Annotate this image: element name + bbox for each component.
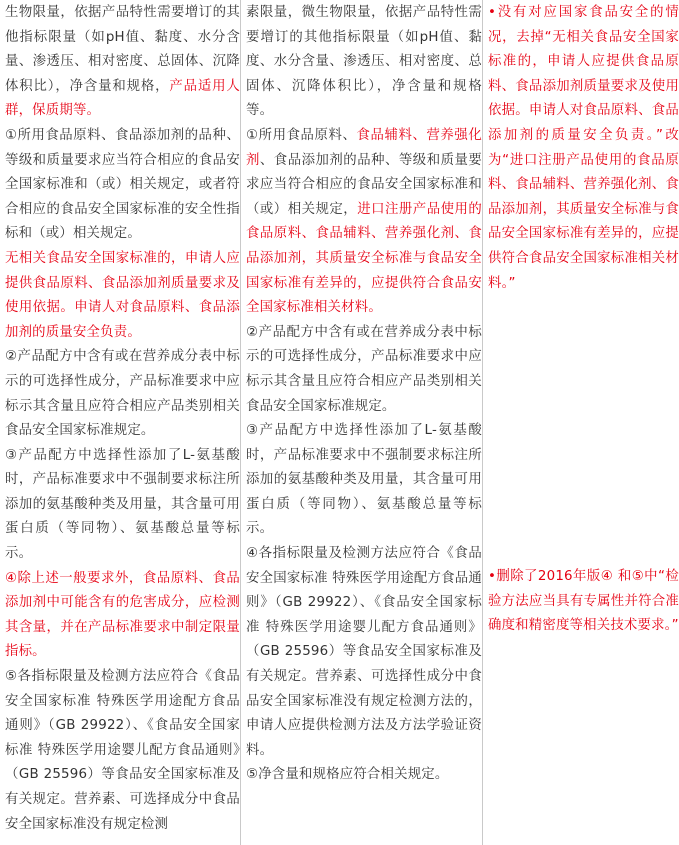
col3-note-1-red: •删除了2016年版④ 和⑤中“检验方法应当具有专属性并符合准确度和精密度等相关技术要求。” — [488, 569, 679, 634]
col1-paragraph-1: ①所用食品原料、食品添加剂的品种、等级和质量要求应当符合相应的食品安全国家标准和（或）相关规定，或者符合相应的食品安全国家标准的安全性指标和（或）相关规定。 — [5, 127, 240, 242]
col1-paragraph-2-red: 无相关食品安全国家标准的，申请人应提供食品原料、食品添加剂质量要求及使用依据。申请人对食品原料、食品添加剂的质量安全负责。 — [5, 250, 240, 340]
col2-text-1a: ①所用食品原料、 — [246, 127, 357, 143]
col2-paragraph-1 — [246, 124, 482, 321]
col1-paragraph-4: ③产品配方中选择性添加了L-氨基酸时，产品标准要求中不强制要求标注所添加的氨基酸种类及用量，其含量可用蛋白质（等同物）、氨基酸总量等标示。 — [5, 447, 240, 562]
col1-paragraph-0 — [5, 1, 240, 124]
col3-note-0-red: •没有对应国家食品安全的情况，去掉“无相关食品安全国家标准的，申请人应提供食品原料、食品添加剂质量要求及使用依据。申请人对食品原料、食品添加剂的质量安全负责。”改为“进口注册产品使用的食品原料、食品辅料、营养强化剂、食品添加剂，其质量安全标准与食品安全国家标准有差异的，应提供符合食品安全国家标准相关材料。” — [488, 5, 679, 291]
column-revised — [241, 0, 482, 845]
col2-paragraph-3: ③产品配方中选择性添加了L-氨基酸时，产品标准要求中不强制要求标注所添加的氨基酸种类及用量，其含量可用蛋白质（等同物）、氨基酸总量等标示。 — [246, 423, 482, 537]
col2-text-1c: 、食品添加剂的品种、等级和质量要求应当符合相应的食品安全国家标准和（或）相关规定， — [246, 152, 482, 217]
col3-spacer — [488, 296, 679, 565]
col1-paragraph-5-red: ④除上述一般要求外，食品原料、食品添加剂中可能含有的危害成分，应检测其含量，并在产品标准要求中制定限量指标。 — [5, 570, 240, 660]
col1-paragraph-6: ⑤各指标限量及检测方法应符合《食品安全国家标准 特殊医学用途配方食品通则》（GB 29922）、《食品安全国家标准 特殊医学用途婴儿配方食品通则》（GB 25596）等食品安全国家标准及有关规定。营养素、可选择成分中食品安全国家标准没有规定检测 — [5, 669, 240, 832]
column-notes — [483, 0, 679, 845]
col2-text-1b-red: 食品辅料、营养强化剂 — [246, 127, 482, 168]
col2-paragraph-0: 素限量，微生物限量，依据产品特性需要增订的其他指标限量（如pH值、黏度、水分含量、渗透压、相对密度、总固体、沉降体积比），净含量和规格等。 — [246, 5, 482, 119]
col2-paragraph-2: ②产品配方中含有或在营养成分表中标示的可选择性成分，产品标准要求中应标示其含量且应符合相应产品类别相关食品安全国家标准规定。 — [246, 324, 482, 414]
col1-text-0a: 生物限量，依据产品特性需要增订的其他指标限量（如pH值、黏度、水分含量、渗透压、相对密度、总固体、沉降体积比），净含量和规格， — [5, 5, 240, 94]
col1-paragraph-3: ②产品配方中含有或在营养成分表中标示的可选择性成分，产品标准要求中应标示其含量且应符合相应产品类别相关食品安全国家标准规定。 — [5, 349, 240, 439]
col2-paragraph-5: ⑤净含量和规格应符合相关规定。 — [246, 767, 449, 783]
column-original — [0, 0, 240, 845]
col1-text-0b-red: 产品适用人群，保质期等。 — [5, 78, 240, 119]
col2-text-1d-red: 进口注册产品使用的食品原料、食品辅料、营养强化剂、食品添加剂，其质量安全标准与食品安全国家标准有差异的，应提供符合食品安全国家标准相关材料。 — [246, 201, 482, 316]
col2-paragraph-4: ④各指标限量及检测方法应符合《食品安全国家标准 特殊医学用途配方食品通则》（GB 29922）、《食品安全国家标准 特殊医学用途婴儿配方食品通则》（GB 25596）等食品安全国家标准及有关规定。营养素、可选择性成分中食品安全国家标准没有规定检测方法的，申请人应提供检测方法及方法学验证资料。 — [246, 546, 482, 758]
